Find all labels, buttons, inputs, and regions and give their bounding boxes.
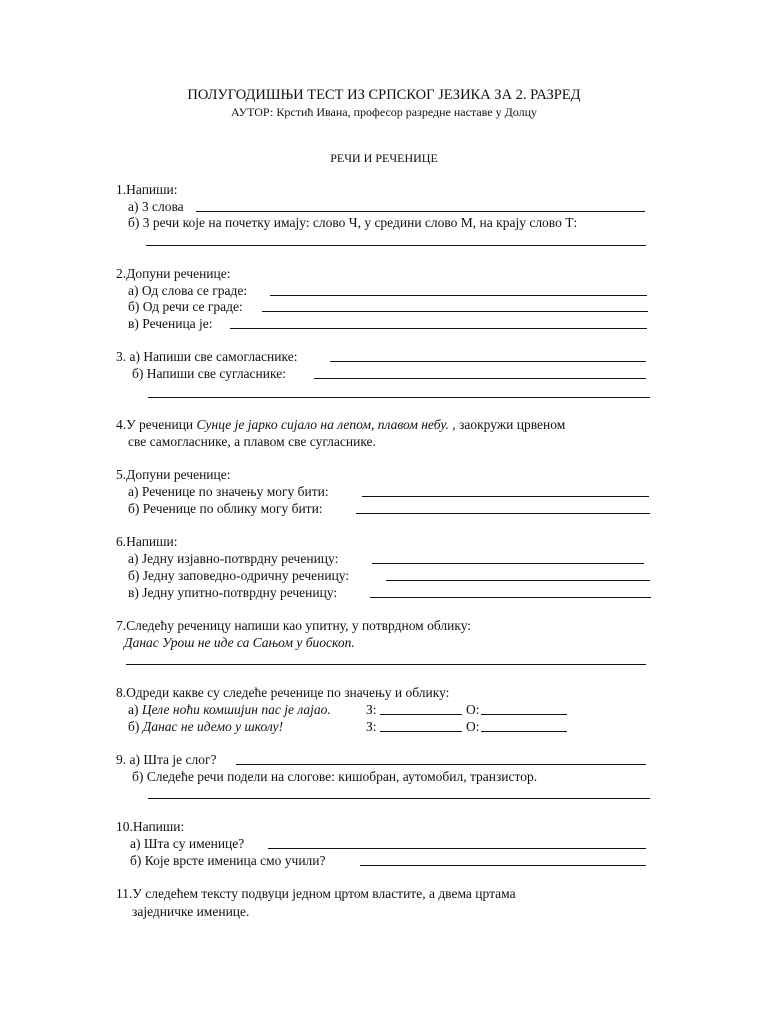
q3-b-label: б) Напиши све сугласнике:: [132, 366, 286, 381]
q1-b-label: б) 3 речи које на почетку имају: слово Ч, у средини слово М, на крају слово Т:: [128, 215, 578, 230]
q8-a-o-label: О:: [466, 702, 480, 717]
q8-heading: 8.Одреди какве су следеће реченице по значењу и облику:: [116, 685, 450, 700]
q5-a-label: а) Реченице по значењу могу бити:: [128, 484, 329, 499]
q7-heading: 7.Следећу реченицу напиши као упитну, у потврдном облику:: [116, 618, 472, 633]
q6-b-label: б) Једну заповедно-одричну реченицу:: [128, 568, 350, 583]
q3-b-answer-line-2[interactable]: [148, 397, 650, 398]
q2-heading: 2.Допуни реченице:: [116, 266, 231, 281]
q3-a-answer-line[interactable]: [330, 361, 646, 362]
q2-c-label: в) Реченица је:: [128, 316, 213, 331]
q4-prefix: 4.У реченици: [116, 417, 197, 432]
q5-b-answer-line[interactable]: [356, 513, 650, 514]
q8-b-z-answer-line[interactable]: [380, 731, 462, 732]
q2-c-answer-line[interactable]: [230, 328, 647, 329]
q6-b-answer-line[interactable]: [386, 580, 650, 581]
q6-c-label: в) Једну упитно-потврдну реченицу:: [128, 585, 338, 600]
page-title: ПОЛУГОДИШЊИ ТЕСТ ИЗ СРПСКОГ ЈЕЗИКА ЗА 2. РАЗРЕД: [187, 87, 581, 103]
q8-b-o-answer-line[interactable]: [481, 731, 567, 732]
q1-a-answer-line[interactable]: [196, 211, 645, 212]
q1-heading: 1.Напиши:: [116, 182, 178, 197]
q2-b-label: б) Од речи се граде:: [128, 299, 243, 314]
q8-b-row: [128, 719, 283, 735]
q10-b-label: б) Које врсте именица смо учили?: [130, 853, 326, 868]
q6-a-answer-line[interactable]: [372, 563, 644, 564]
q5-heading: 5.Допуни реченице:: [116, 467, 231, 482]
author-line: АУТОР: Крстић Ивана, професор разредне наставе у Долцу: [230, 105, 538, 119]
q4-line-1: [116, 417, 565, 433]
q8-a-row: [128, 702, 331, 718]
q8-b-z-label: З:: [366, 719, 377, 734]
q7-answer-line[interactable]: [126, 664, 646, 665]
q3-b-answer-line[interactable]: [314, 378, 646, 379]
q9-a-label: 9. а) Шта је слог?: [116, 752, 217, 767]
q10-a-answer-line[interactable]: [268, 848, 646, 849]
q8-a-sentence: Целе ноћи комшијин пас је лајао.: [141, 702, 331, 717]
q10-heading: 10.Напиши:: [116, 819, 185, 834]
q8-a-o-answer-line[interactable]: [481, 714, 567, 715]
q4-line-2: све самогласнике, а плавом све сугласнике.: [128, 434, 376, 449]
q8-b-sentence: Данас не идемо у школу!: [142, 719, 284, 734]
q9-a-answer-line[interactable]: [236, 764, 646, 765]
q1-b-answer-line[interactable]: [146, 245, 646, 246]
q8-a-label: а): [128, 702, 142, 717]
q8-b-o-label: О:: [466, 719, 480, 734]
q7-sentence-text: Данас Урош не иде са Сањом у биоскоп.: [124, 635, 355, 650]
q8-b-label: б): [128, 719, 143, 734]
section-title: РЕЧИ И РЕЧЕНИЦЕ: [330, 151, 438, 165]
q6-heading: 6.Напиши:: [116, 534, 178, 549]
q8-a-z-answer-line[interactable]: [380, 714, 462, 715]
q9-b-answer-line[interactable]: [148, 798, 650, 799]
q11-line-2: заједничке именице.: [132, 904, 250, 919]
q6-c-answer-line[interactable]: [370, 597, 651, 598]
q5-a-answer-line[interactable]: [362, 496, 649, 497]
q3-a-label: 3. а) Напиши све самогласнике:: [116, 349, 298, 364]
q10-b-answer-line[interactable]: [360, 865, 646, 866]
q8-a-z-label: З:: [366, 702, 377, 717]
q1-a-label: а) 3 слова: [128, 199, 184, 214]
q7-sentence: [124, 635, 355, 651]
q11-line-1: 11.У следећем тексту подвуци једном цртом властите, а двема цртама: [116, 886, 516, 901]
q2-a-label: а) Од слова се граде:: [128, 283, 248, 298]
q10-a-label: а) Шта су именице?: [130, 836, 245, 851]
q6-a-label: а) Једну изјавно-потврдну реченицу:: [128, 551, 339, 566]
q2-a-answer-line[interactable]: [270, 295, 647, 296]
q9-b-label: б) Следеће речи подели на слогове: кишобран, аутомобил, транзистор.: [132, 769, 538, 784]
q5-b-label: б) Реченице по облику могу бити:: [128, 501, 323, 516]
q2-b-answer-line[interactable]: [262, 311, 648, 312]
q4-sentence: Сунце је јарко сијало на лепом, плавом небу.: [196, 417, 449, 432]
q4-suffix: , заокружи црвеном: [448, 417, 566, 432]
